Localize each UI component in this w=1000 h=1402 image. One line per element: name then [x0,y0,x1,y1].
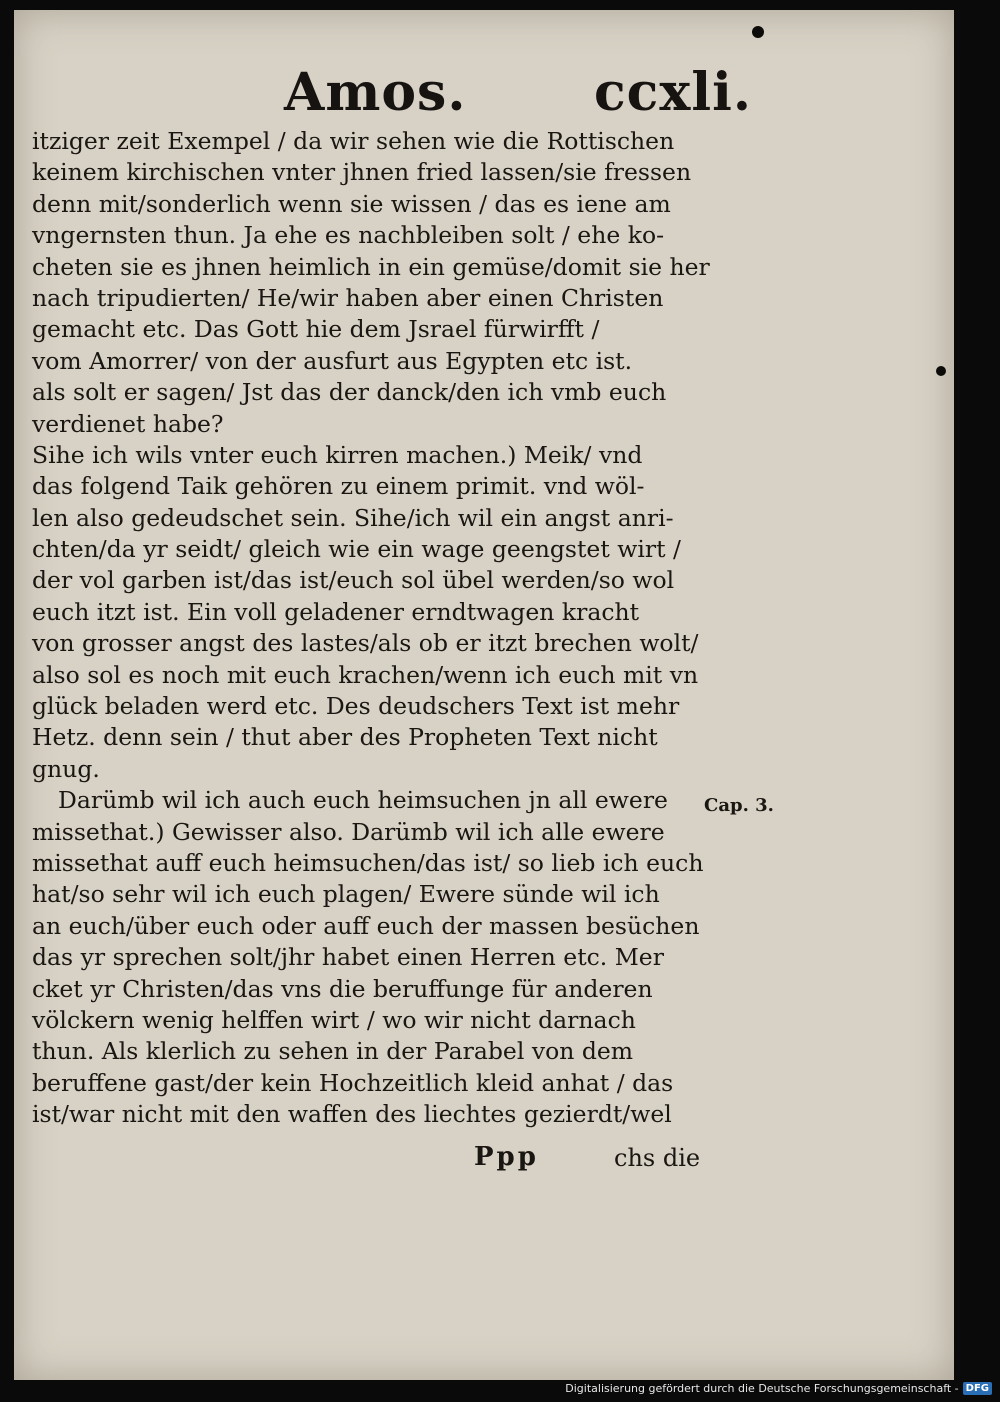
text-line: beruffene gast/der kein Hochzeitlich kleid anhat / das [32,1068,674,1097]
text-line: als solt er sagen/ Jst das der danck/den ich vmb euch [32,378,667,407]
text-line: das folgend Taik gehören zu einem primit. vnd wöl- [32,472,645,501]
signature-mark: Ppp [474,1142,539,1172]
text-line: keinem kirchischen vnter jhnen fried lassen/sie fressen [32,158,692,187]
text-line: gemacht etc. Das Gott hie dem Jsrael fürwirfft / [32,315,600,344]
text-line: ist/war nicht mit den waffen des liechtes gezierdt/wel [32,1100,672,1129]
text-line: len also gedeudschet sein. Sihe/ich wil ein angst anri- [32,503,674,532]
text-line: euch itzt ist. Ein voll geladener erndtwagen kracht [32,597,640,626]
body-text [32,126,722,1131]
ink-dot [752,26,764,38]
text-line: Darümb wil ich auch euch heimsuchen jn all ewere [58,786,668,815]
text-line: verdienet habe? [32,409,224,438]
text-line: missethat.) Gewisser also. Darümb wil ich alle ewere [32,817,665,846]
text-line: völckern wenig helffen wirt / wo wir nicht darnach [32,1005,636,1034]
running-header [14,62,954,132]
text-line: Sihe ich wils vnter euch kirren machen.) Meik/ vnd [32,440,643,469]
text-line: an euch/über euch oder auff euch der massen besüchen [32,911,700,940]
dfg-logo-icon: DFG [963,1382,992,1395]
ink-dot [936,366,946,376]
book-page [14,10,954,1380]
text-line: hat/so sehr wil ich euch plagen/ Ewere sünde wil ich [32,880,660,909]
catchword: chs die [614,1144,701,1172]
text-line: also sol es noch mit euch krachen/wenn ich euch mit vn [32,660,699,689]
text-line: missethat auff euch heimsuchen/das ist/ so lieb ich euch [32,848,704,877]
text-line: glück beladen werd etc. Des deudschers Text ist mehr [32,692,680,721]
text-line: nach tripudierten/ He/wir haben aber einen Christen [32,283,664,312]
text-line: thun. Als klerlich zu sehen in der Parabel von dem [32,1037,634,1066]
footer-text: Digitalisierung gefördert durch die Deutsche Forschungsgemeinschaft - [565,1381,959,1395]
margin-note: Cap. 3. [704,795,774,816]
text-line: vngernsten thun. Ja ehe es nachbleiben solt / ehe ko- [32,221,665,250]
folio-number: ccxli. [594,62,752,123]
page-title: Amos. [284,62,467,123]
text-line: Hetz. denn sein / thut aber des Propheten Text nicht [32,723,658,752]
text-line: cheten sie es jhnen heimlich in ein gemüse/domit sie her [32,252,710,281]
funding-footer [565,1378,992,1398]
text-line: der vol garben ist/das ist/euch sol übel werden/so wol [32,566,675,595]
text-line: chten/da yr seidt/ gleich wie ein wage geengstet wirt / [32,535,681,564]
text-line: cket yr Christen/das vns die beruffunge für anderen [32,974,653,1003]
text-line: denn mit/sonderlich wenn sie wissen / das es iene am [32,189,671,218]
text-line: itziger zeit Exempel / da wir sehen wie die Rottischen [32,127,675,155]
text-line: gnug. [32,754,100,783]
text-line: vom Amorrer/ von der ausfurt aus Egypten etc ist. [32,346,633,375]
text-line: von grosser angst des lastes/als ob er itzt brechen wolt/ [32,629,699,658]
text-line: das yr sprechen solt/jhr habet einen Herren etc. Mer [32,943,664,972]
